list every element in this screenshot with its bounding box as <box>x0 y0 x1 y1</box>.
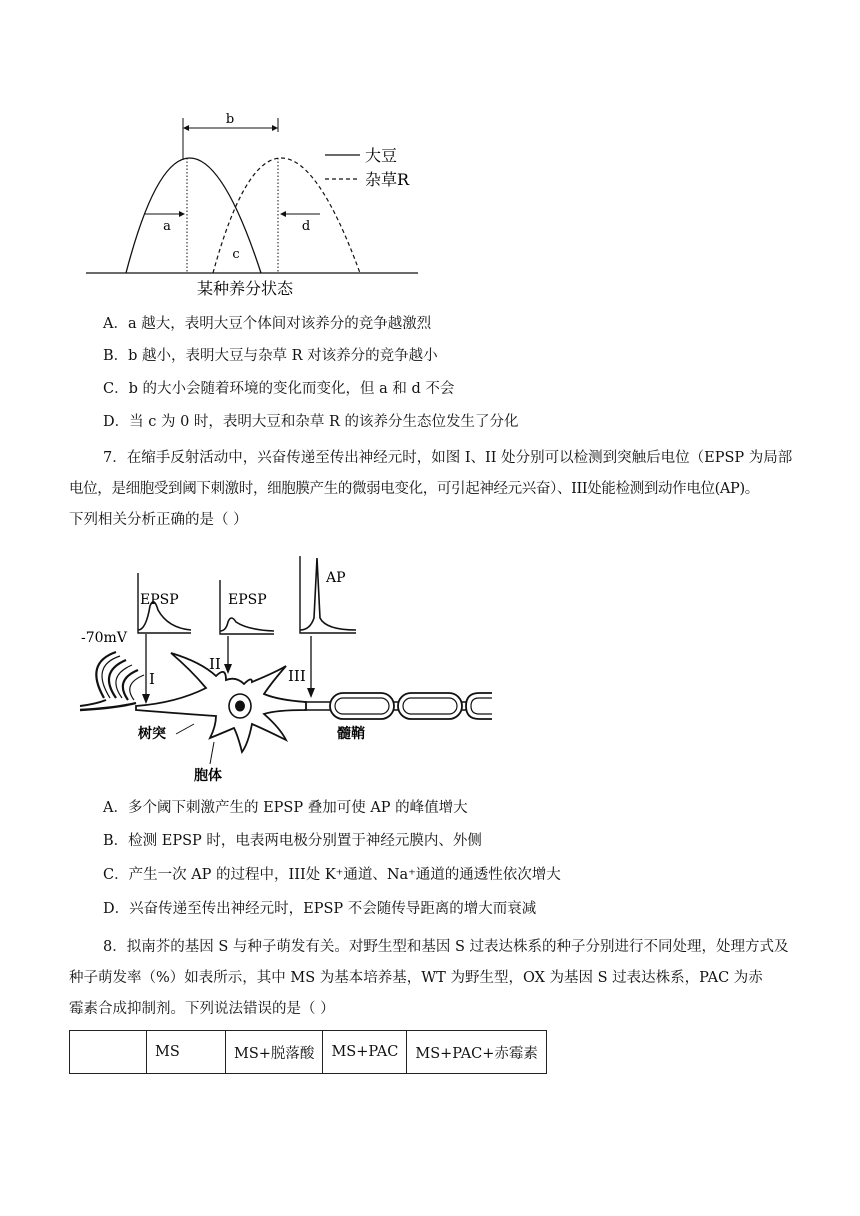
q7-stem-line-2: 电位，是细胞受到阈下刺激时，细胞膜产生的微弱电变化，可引起神经元兴奋）、III处能检测到动作电位(AP)。 <box>69 481 759 497</box>
q7-stem-line-1: 7．在缩手反射活动中，兴奋传递至传出神经元时，如图 I、II 处分别可以检测到突触后电位（EPSP 为局部 <box>103 450 793 466</box>
table-header-row <box>70 1031 547 1074</box>
q6-option-a: A．a 越大，表明大豆个体间对该养分的竞争越激烈 <box>103 316 432 332</box>
label-d: d <box>301 219 311 234</box>
epsp-label-2: EPSP <box>228 592 267 608</box>
niche-overlap-figure <box>80 108 440 303</box>
q7-stem-line-3: 下列相关分析正确的是（ ） <box>69 512 248 528</box>
q7-option-a: A．多个阈下刺激产生的 EPSP 叠加可使 AP 的峰值增大 <box>103 800 468 816</box>
q7-option-b: B．检测 EPSP 时，电表两电极分别置于神经元膜内、外侧 <box>103 833 482 849</box>
table-cell: MS+PAC <box>323 1031 407 1074</box>
legend-weed-r: 杂草R <box>365 170 410 189</box>
q7-option-d: D．兴奋传递至传出神经元时，EPSP 不会随传导距离的增大而衰减 <box>103 901 537 917</box>
soma-label: 胞体 <box>194 768 222 784</box>
x-axis-label: 某种养分状态 <box>196 279 294 298</box>
legend-soybean: 大豆 <box>365 146 398 165</box>
ap-label: AP <box>326 570 346 586</box>
q6-option-b: B．b 越小，表明大豆与杂草 R 对该养分的竞争越小 <box>103 348 438 364</box>
site-label-iii: III <box>288 667 306 685</box>
q8-stem-line-1: 8．拟南芥的基因 S 与种子萌发有关。对野生型和基因 S 过表达株系的种子分别进行不同处理，处理方式及 <box>103 939 789 955</box>
q6-option-c: C．b 的大小会随着环境的变化而变化，但 a 和 d 不会 <box>103 381 455 397</box>
q6-option-d: D．当 c 为 0 时，表明大豆和杂草 R 的该养分生态位发生了分化 <box>103 414 519 430</box>
table-cell: MS <box>147 1031 226 1074</box>
neuron-figure <box>76 548 496 786</box>
myelin-label: 髓鞘 <box>337 726 365 742</box>
epsp-label-1: EPSP <box>140 592 179 608</box>
dendrite-label: 树突 <box>138 726 166 742</box>
table-cell <box>70 1031 147 1074</box>
label-a: a <box>163 219 171 234</box>
table-cell: MS+PAC+赤霉素 <box>407 1031 547 1074</box>
q8-stem-line-2: 种子萌发率（%）如表所示，其中 MS 为基本培养基，WT 为野生型，OX 为基因 S 过表达株系，PAC 为赤 <box>69 970 763 986</box>
germination-table <box>69 1030 547 1074</box>
voltage-label: -70mV <box>81 630 127 646</box>
soybean-curve <box>126 158 261 273</box>
label-b: b <box>225 112 235 127</box>
q8-stem-line-3: 霉素合成抑制剂。下列说法错误的是（ ） <box>69 1001 335 1017</box>
site-label-ii: II <box>209 655 221 673</box>
site-label-i: I <box>149 670 155 688</box>
table-cell: MS+脱落酸 <box>226 1031 323 1074</box>
q7-option-c: C．产生一次 AP 的过程中，III处 K⁺通道、Na⁺通道的通透性依次增大 <box>103 867 561 883</box>
label-c: c <box>232 247 240 262</box>
